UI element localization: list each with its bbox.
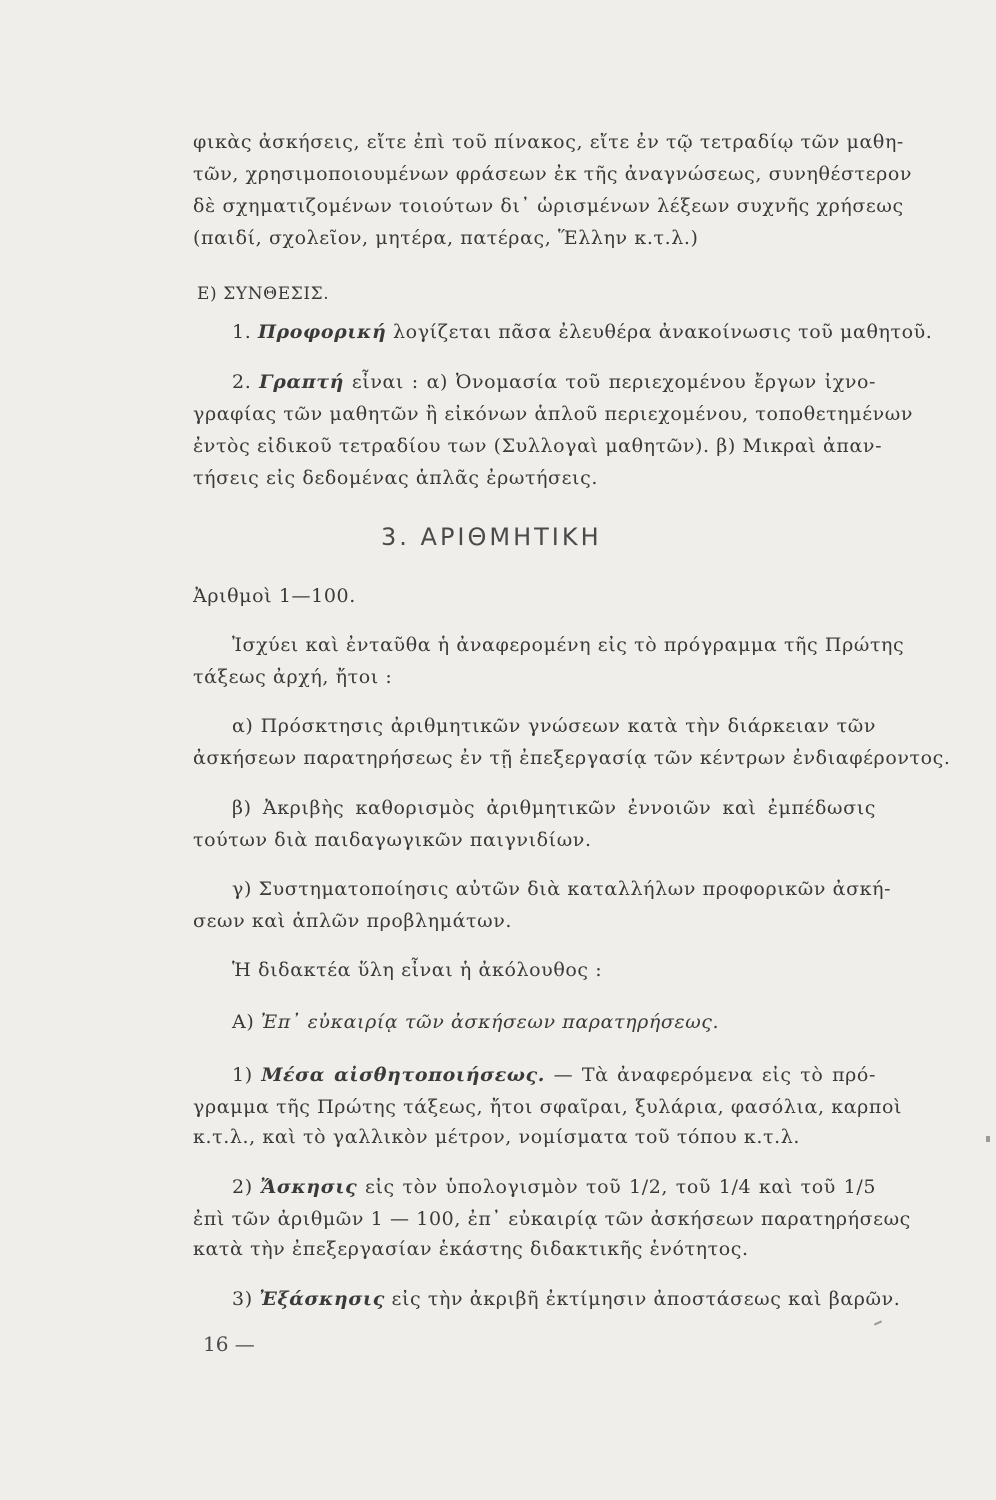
item-number: 3) xyxy=(232,1288,253,1310)
text-line: κ.τ.λ., καὶ τὸ γαλλικὸν μέτρον, νομίσματα τοῦ τόπου κ.τ.λ. xyxy=(193,1126,801,1148)
item-line xyxy=(232,373,876,392)
item-term: Προφορική xyxy=(257,321,387,343)
text-line: κατὰ τὴν ἐπεξεργασίαν ἑκάστης διδακτικῆς ἑνότητος. xyxy=(193,1238,749,1260)
list-item xyxy=(232,1288,901,1310)
item-term: Ἄσκησις xyxy=(260,1176,358,1198)
page-number: 16 — xyxy=(203,1332,255,1356)
principle-line: β) Ἀκριβὴς καθορισμὸς ἀριθμητικῶν ἐννοιῶν καὶ ἐμπέδωσις xyxy=(232,797,876,819)
subsection-label: Α) xyxy=(232,1011,255,1033)
text-line: (παιδί, σχολεῖον, μητέρα, πατέρας, Ἕλλην κ.τ.λ.) xyxy=(193,227,699,249)
text-line: Ἰσχύει καὶ ἐνταῦθα ἡ ἀναφερομένη εἰς τὸ πρόγραμμα τῆς Πρώτης xyxy=(232,634,905,656)
item-text: εἶναι : α) Ὀνομασία τοῦ περιεχομένου ἔργων ἰχνο- xyxy=(351,371,877,393)
list-item xyxy=(232,1178,876,1197)
scan-mark xyxy=(986,1136,990,1142)
text-line: σεων καὶ ἁπλῶν προβλημάτων. xyxy=(193,910,513,932)
section-label: Ε) ΣΥΝΘΕΣΙΣ. xyxy=(197,284,330,304)
item-line xyxy=(232,323,932,342)
item-text: εἰς τὴν ἀκριβῆ ἐκτίμησιν ἀποστάσεως καὶ βαρῶν. xyxy=(391,1288,901,1310)
material-intro: Ἡ διδακτέα ὕλη εἶναι ἡ ἀκόλουθος : xyxy=(232,959,603,981)
text-line: ἀσκήσεων παρατηρήσεως ἐν τῇ ἐπεξεργασίᾳ τῶν κέντρων ἐνδιαφέροντος. xyxy=(193,747,951,769)
numbers-range-label: Ἀριθμοὶ 1—100. xyxy=(193,585,356,607)
item-term: Ἐξάσκησις xyxy=(259,1288,385,1310)
text-line: τήσεις εἰς δεδομένας ἁπλᾶς ἐρωτήσεις. xyxy=(193,467,598,489)
text-line: γραμμα τῆς Πρώτης τάξεως, ἤτοι σφαῖραι, ξυλάρια, φασόλια, καρποὶ xyxy=(193,1096,903,1118)
text-line: δὲ σχηματιζομένων τοιούτων δι᾽ ὡρισμένων λέξεων συχνῆς χρήσεως xyxy=(193,195,904,217)
subsection-title: Ἐπ᾽ εὐκαιρίᾳ τῶν ἀσκήσεων παρατηρήσεως. xyxy=(260,1011,720,1033)
item-number: 1. xyxy=(232,321,252,343)
text-line: τάξεως ἀρχή, ἤτοι : xyxy=(193,666,393,688)
text-line: φικὰς ἀσκήσεις, εἴτε ἐπὶ τοῦ πίνακος, εἴτε ἐν τῷ τετραδίῳ τῶν μαθη- xyxy=(193,131,904,153)
item-number: 1) xyxy=(232,1064,253,1086)
item-text: — Τὰ ἀναφερόμενα εἰς τὸ πρό- xyxy=(553,1064,876,1086)
principle-line: γ) Συστηματοποίησις αὐτῶν διὰ καταλλήλων προφορικῶν ἀσκή- xyxy=(232,878,892,900)
text-line: τούτων διὰ παιδαγωγικῶν παιγνιδίων. xyxy=(193,829,592,851)
subsection-heading xyxy=(232,1013,719,1032)
list-item xyxy=(232,1066,876,1085)
item-number: 2) xyxy=(232,1176,253,1198)
chapter-heading: 3. ΑΡΙΘΜΗΤΙΚΗ xyxy=(381,523,602,551)
item-number: 2. xyxy=(232,371,252,393)
text-line: ἐπὶ τῶν ἀριθμῶν 1 — 100, ἐπ᾽ εὐκαιρίᾳ τῶν ἀσκήσεων παρατηρήσεως xyxy=(193,1208,911,1230)
scan-mark xyxy=(874,1320,882,1325)
item-term: Γραπτή xyxy=(259,371,345,393)
item-text: εἰς τὸν ὑπολογισμὸν τοῦ 1/2, τοῦ 1/4 καὶ τοῦ 1/5 xyxy=(365,1176,877,1198)
text-line: ἐντὸς εἰδικοῦ τετραδίου των (Συλλογαὶ μαθητῶν). β) Μικραὶ ἀπαν- xyxy=(193,435,883,457)
text-line: τῶν, χρησιμοποιουμένων φράσεων ἐκ τῆς ἀναγνώσεως, συνηθέστερον xyxy=(193,163,913,185)
text-line: γραφίας τῶν μαθητῶν ἢ εἰκόνων ἁπλοῦ περιεχομένου, τοποθετημένων xyxy=(193,403,914,425)
item-term: Μέσα αἰσθητοποιήσεως. xyxy=(261,1064,545,1086)
principle-line: α) Πρόσκτησις ἀριθμητικῶν γνώσεων κατὰ τὴν διάρκειαν τῶν xyxy=(232,715,876,737)
item-text: λογίζεται πᾶσα ἐλευθέρα ἀνακοίνωσις τοῦ μαθητοῦ. xyxy=(393,321,933,343)
